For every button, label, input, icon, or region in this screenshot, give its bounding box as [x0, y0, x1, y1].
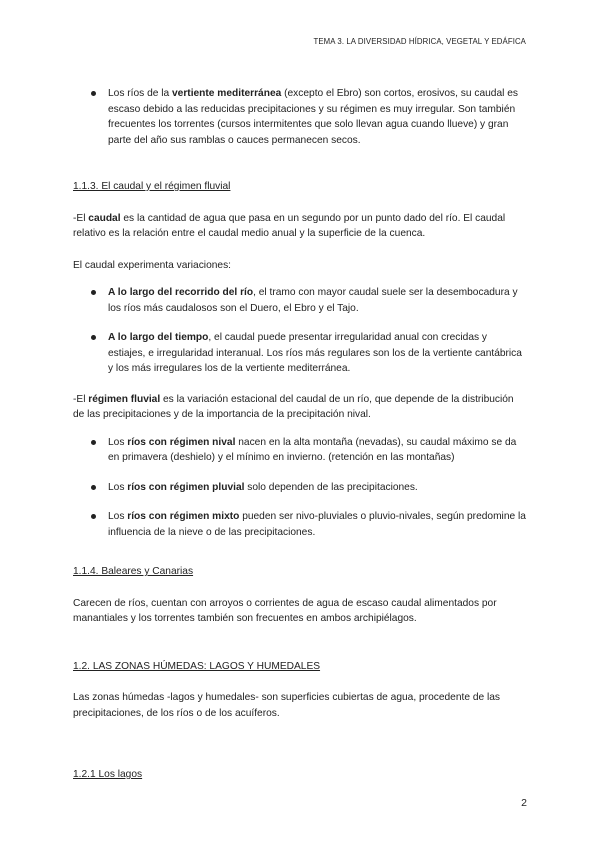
list-item: Los ríos con régimen nival nacen en la alta montaña (nevadas), su caudal máximo se da en primavera (deshielo) y el mínimo en invierno. (retención en las montañas) [73, 435, 527, 466]
section-heading: 1.1.3. El caudal y el régimen fluvial [73, 181, 231, 192]
list-item: A lo largo del tiempo, el caudal puede presentar irregularidad anual con crecidas y estiajes, e irregularidad interanual. Los ríos más regulares son los de la vertiente cantábrica y los más irregulares los de la vertiente mediterránea. [73, 330, 527, 377]
intro-list [73, 86, 527, 148]
section-heading: 1.1.4. Baleares y Canarias [73, 566, 194, 577]
page-number: 2 [521, 797, 527, 809]
list-item: Los ríos de la vertiente mediterránea (excepto el Ebro) son cortos, erosivos, su caudal es escaso debido a las reducidas precipitaciones y su régimen es muy irregular. Son también frecuentes los torrentes (cursos intermitentes que solo llevan agua cuando llueve) y gran parte del año sus ramblas o cauces permanecen secos. [73, 86, 527, 148]
paragraph: El caudal experimenta variaciones: [73, 259, 231, 271]
variations-list [73, 285, 527, 377]
paragraph: Carecen de ríos, cuentan con arroyos o corrientes de agua de escaso caudal alimentados por manantiales y los torrentes también son frecuentes en ambos archipiélagos. [73, 597, 497, 624]
list-item: Los ríos con régimen pluvial solo dependen de las precipitaciones. [73, 480, 527, 496]
paragraph: -El régimen fluvial es la variación estacional del caudal de un río, que depende de la distribución de las precipitaciones y de la importancia de la precipitación nival. [73, 393, 514, 420]
regimes-list [73, 435, 527, 541]
list-item: A lo largo del recorrido del río, el tramo con mayor caudal suele ser la desembocadura y los ríos más caudalosos son el Duero, el Ebro y el Tajo. [73, 285, 527, 316]
section-heading: 1.2.1 Los lagos [73, 769, 143, 780]
list-item: Los ríos con régimen mixto pueden ser nivo-pluviales o pluvio-nivales, según predomine la influencia de la nieve o de las precipitaciones. [73, 509, 527, 540]
document-body [73, 86, 527, 783]
page-header: TEMA 3. LA DIVERSIDAD HÍDRICA, VEGETAL Y EDÁFICA [313, 37, 526, 46]
section-heading: 1.2. LAS ZONAS HÚMEDAS: LAGOS Y HUMEDALES [73, 660, 321, 672]
paragraph: Las zonas húmedas -lagos y humedales- son superficies cubiertas de agua, procedente de las precipitaciones, de los ríos o de los acuíferos. [73, 692, 500, 719]
paragraph: -El caudal es la cantidad de agua que pasa en un segundo por un punto dado del río. El caudal relativo es la relación entre el caudal medio anual y la superficie de la cuenca. [73, 212, 506, 239]
